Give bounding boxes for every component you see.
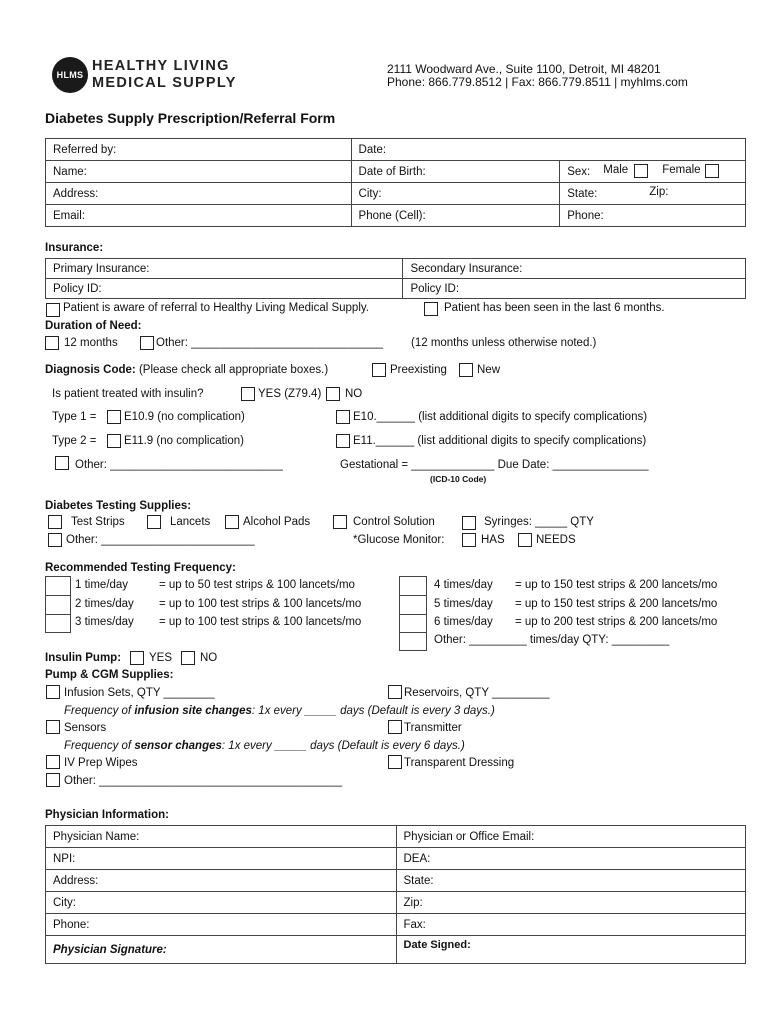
pump-supplies-heading: Pump & CGM Supplies:: [45, 669, 174, 681]
type1-label: Type 1 =: [52, 411, 97, 423]
e119-checkbox[interactable]: [107, 434, 121, 448]
city-field[interactable]: City:: [351, 183, 560, 205]
name-field[interactable]: Name:: [46, 161, 352, 183]
seen-checkbox[interactable]: [424, 302, 438, 316]
syringes-checkbox[interactable]: [462, 516, 476, 530]
male-label: Male: [603, 164, 629, 176]
e119-label: E11.9 (no complication): [124, 435, 244, 447]
sex-label: Sex:: [567, 165, 591, 178]
reservoirs-label: Reservoirs, QTY _________: [404, 687, 550, 699]
physician-fax-field[interactable]: Fax:: [396, 914, 746, 936]
diagnosis-heading: Diagnosis Code:: [45, 364, 136, 376]
e10-label: E10.______ (list additional digits to specify complications): [353, 411, 648, 423]
freq-1-desc: = up to 50 test strips & 100 lancets/mo: [159, 579, 355, 591]
aware-checkbox[interactable]: [46, 303, 60, 317]
date-field[interactable]: Date:: [351, 139, 745, 161]
frequency-left-checkbox-column: [45, 576, 71, 633]
e109-label: E10.9 (no complication): [124, 411, 245, 423]
female-label: Female: [662, 164, 701, 176]
pump-no-checkbox[interactable]: [181, 651, 195, 665]
company-address: 2111 Woodward Ave., Suite 1100, Detroit, MI 48201: [387, 62, 661, 76]
freq-3-desc: = up to 100 test strips & 100 lancets/mo: [159, 616, 362, 628]
duration-other-checkbox[interactable]: [140, 336, 154, 350]
physician-state-field[interactable]: State:: [396, 870, 746, 892]
company-name-line2: MEDICAL SUPPLY: [92, 75, 237, 91]
state-label: State:: [567, 187, 598, 200]
sensor-freq-post: : 1x every _____ days (Default is every 6 days.): [221, 740, 465, 752]
pump-no-label: NO: [200, 652, 218, 664]
frequency-right-checkbox-column: [399, 576, 427, 651]
duration-note: (12 months unless otherwise noted.): [411, 337, 597, 349]
test-strips-checkbox[interactable]: [48, 515, 62, 529]
iv-prep-label: IV Prep Wipes: [64, 757, 138, 769]
sex-field: [560, 161, 746, 183]
insulin-yes-label: YES (Z79.4): [258, 388, 322, 400]
infusion-freq-bold: infusion site changes: [134, 705, 252, 717]
female-checkbox[interactable]: [705, 164, 719, 178]
new-checkbox[interactable]: [459, 363, 473, 377]
phone-field[interactable]: Phone:: [560, 205, 746, 227]
pump-yes-label: YES: [149, 652, 173, 664]
freq-5-label: 5 times/day: [434, 598, 493, 610]
freq-other-label: Other: _________ times/day QTY: _________: [434, 634, 670, 646]
infusion-sets-checkbox[interactable]: [46, 685, 60, 699]
alcohol-pads-checkbox[interactable]: [225, 515, 239, 529]
sensor-frequency-note: [64, 740, 465, 752]
phone-cell-field[interactable]: Phone (Cell):: [351, 205, 560, 227]
primary-policy-field[interactable]: Policy ID:: [46, 279, 403, 299]
new-label: New: [477, 364, 501, 376]
diagnosis-other-label: Other: ___________________________: [75, 459, 283, 471]
frequency-heading: Recommended Testing Frequency:: [45, 562, 236, 574]
company-logo-mark: HLMS: [52, 57, 88, 93]
pump-other-label: Other: ______________________________________: [64, 775, 343, 787]
freq-4-desc: = up to 150 test strips & 200 lancets/mo: [515, 579, 718, 591]
testing-other-label: Other: ________________________: [66, 534, 255, 546]
glucose-needs-checkbox[interactable]: [518, 533, 532, 547]
diagnosis-line: [45, 364, 328, 376]
insurance-table: [45, 258, 746, 299]
npi-field[interactable]: NPI:: [46, 848, 397, 870]
email-field[interactable]: Email:: [46, 205, 352, 227]
glucose-needs-label: NEEDS: [536, 534, 576, 546]
dea-field[interactable]: DEA:: [396, 848, 746, 870]
sensor-freq-bold: sensor changes: [134, 740, 222, 752]
transmitter-checkbox[interactable]: [388, 720, 402, 734]
secondary-insurance-field[interactable]: Secondary Insurance:: [403, 259, 746, 279]
pump-other-checkbox[interactable]: [46, 773, 60, 787]
physician-heading: Physician Information:: [45, 809, 169, 821]
state-zip-field[interactable]: [560, 183, 746, 205]
freq-2-desc: = up to 100 test strips & 100 lancets/mo: [159, 598, 362, 610]
preexisting-label: Preexisting: [390, 364, 447, 376]
zip-label: Zip:: [649, 186, 669, 198]
freq-1-label: 1 time/day: [75, 579, 129, 591]
duration-other-label: Other: ______________________________: [156, 337, 384, 349]
infusion-freq-pre: Frequency of: [64, 705, 135, 717]
referred-by-field[interactable]: Referred by:: [46, 139, 352, 161]
physician-signature-field[interactable]: Physician Signature:: [46, 936, 397, 964]
syringes-label: Syringes: _____ QTY: [484, 516, 594, 528]
physician-city-field[interactable]: City:: [46, 892, 397, 914]
control-solution-checkbox[interactable]: [333, 515, 347, 529]
diagnosis-instruction: (Please check all appropriate boxes.): [138, 364, 329, 376]
freq-6-desc: = up to 200 test strips & 200 lancets/mo: [515, 616, 718, 628]
insurance-heading: Insurance:: [45, 242, 104, 254]
patient-table: [45, 138, 746, 227]
alcohol-pads-label: Alcohol Pads: [243, 516, 311, 528]
infusion-sets-label: Infusion Sets, QTY ________: [64, 687, 215, 699]
preexisting-checkbox[interactable]: [372, 363, 386, 377]
testing-heading: Diabetes Testing Supplies:: [45, 500, 192, 512]
gestational-label: Gestational = _____________ Due Date: _______________: [340, 459, 649, 471]
e109-checkbox[interactable]: [107, 410, 121, 424]
e11-checkbox[interactable]: [336, 434, 350, 448]
primary-insurance-field[interactable]: Primary Insurance:: [46, 259, 403, 279]
freq-6-label: 6 times/day: [434, 616, 493, 628]
sensors-label: Sensors: [64, 722, 107, 734]
infusion-frequency-note: [64, 705, 495, 717]
physician-address-field[interactable]: Address:: [46, 870, 397, 892]
seen-label: Patient has been seen in the last 6 months.: [444, 302, 665, 314]
company-contact: Phone: 866.779.8512 | Fax: 866.779.8511 | myhlms.com: [387, 75, 688, 89]
glucose-has-label: HAS: [481, 534, 505, 546]
physician-zip-field[interactable]: Zip:: [396, 892, 746, 914]
e10-checkbox[interactable]: [336, 410, 350, 424]
glucose-has-checkbox[interactable]: [462, 533, 476, 547]
diagnosis-other-checkbox[interactable]: [55, 456, 69, 470]
infusion-freq-post: : 1x every _____ days (Default is every 3 days.): [251, 705, 495, 717]
physician-email-field[interactable]: Physician or Office Email:: [396, 826, 746, 848]
sensor-freq-pre: Frequency of: [64, 740, 135, 752]
physician-table: [45, 825, 746, 964]
twelve-months-label: 12 months: [64, 337, 118, 349]
pump-yes-checkbox[interactable]: [130, 651, 144, 665]
transmitter-label: Transmitter: [404, 722, 462, 734]
freq-3-label: 3 times/day: [75, 616, 134, 628]
lancets-checkbox[interactable]: [147, 515, 161, 529]
form-title: Diabetes Supply Prescription/Referral Form: [45, 110, 336, 126]
insulin-yes-checkbox[interactable]: [241, 387, 255, 401]
date-signed-field[interactable]: Date Signed:: [396, 936, 746, 964]
insulin-question: Is patient treated with insulin?: [52, 388, 204, 400]
glucose-monitor-label: *Glucose Monitor:: [353, 534, 445, 546]
twelve-months-checkbox[interactable]: [45, 336, 59, 350]
reservoirs-checkbox[interactable]: [388, 685, 402, 699]
insulin-no-label: NO: [345, 388, 363, 400]
dob-field[interactable]: Date of Birth:: [351, 161, 560, 183]
type2-label: Type 2 =: [52, 435, 97, 447]
sensors-checkbox[interactable]: [46, 720, 60, 734]
icd-code-caption: (ICD-10 Code): [430, 474, 487, 484]
insulin-pump-heading: Insulin Pump:: [45, 652, 122, 664]
address-field[interactable]: Address:: [46, 183, 352, 205]
duration-heading: Duration of Need:: [45, 320, 142, 332]
test-strips-label: Test Strips: [71, 516, 125, 528]
testing-other-checkbox[interactable]: [48, 533, 62, 547]
company-name-line1: HEALTHY LIVING: [92, 58, 230, 74]
male-checkbox[interactable]: [634, 164, 648, 178]
lancets-label: Lancets: [170, 516, 211, 528]
e11-label: E11.______ (list additional digits to specify complications): [353, 435, 647, 447]
secondary-policy-field[interactable]: Policy ID:: [403, 279, 746, 299]
iv-prep-checkbox[interactable]: [46, 755, 60, 769]
freq-2-label: 2 times/day: [75, 598, 134, 610]
physician-name-field[interactable]: Physician Name:: [46, 826, 397, 848]
freq-4-label: 4 times/day: [434, 579, 493, 591]
freq-5-desc: = up to 150 test strips & 200 lancets/mo: [515, 598, 718, 610]
aware-label: Patient is aware of referral to Healthy Living Medical Supply.: [63, 302, 369, 314]
control-solution-label: Control Solution: [353, 516, 435, 528]
dressing-label: Transparent Dressing: [404, 757, 515, 769]
physician-phone-field[interactable]: Phone:: [46, 914, 397, 936]
insulin-no-checkbox[interactable]: [326, 387, 340, 401]
dressing-checkbox[interactable]: [388, 755, 402, 769]
